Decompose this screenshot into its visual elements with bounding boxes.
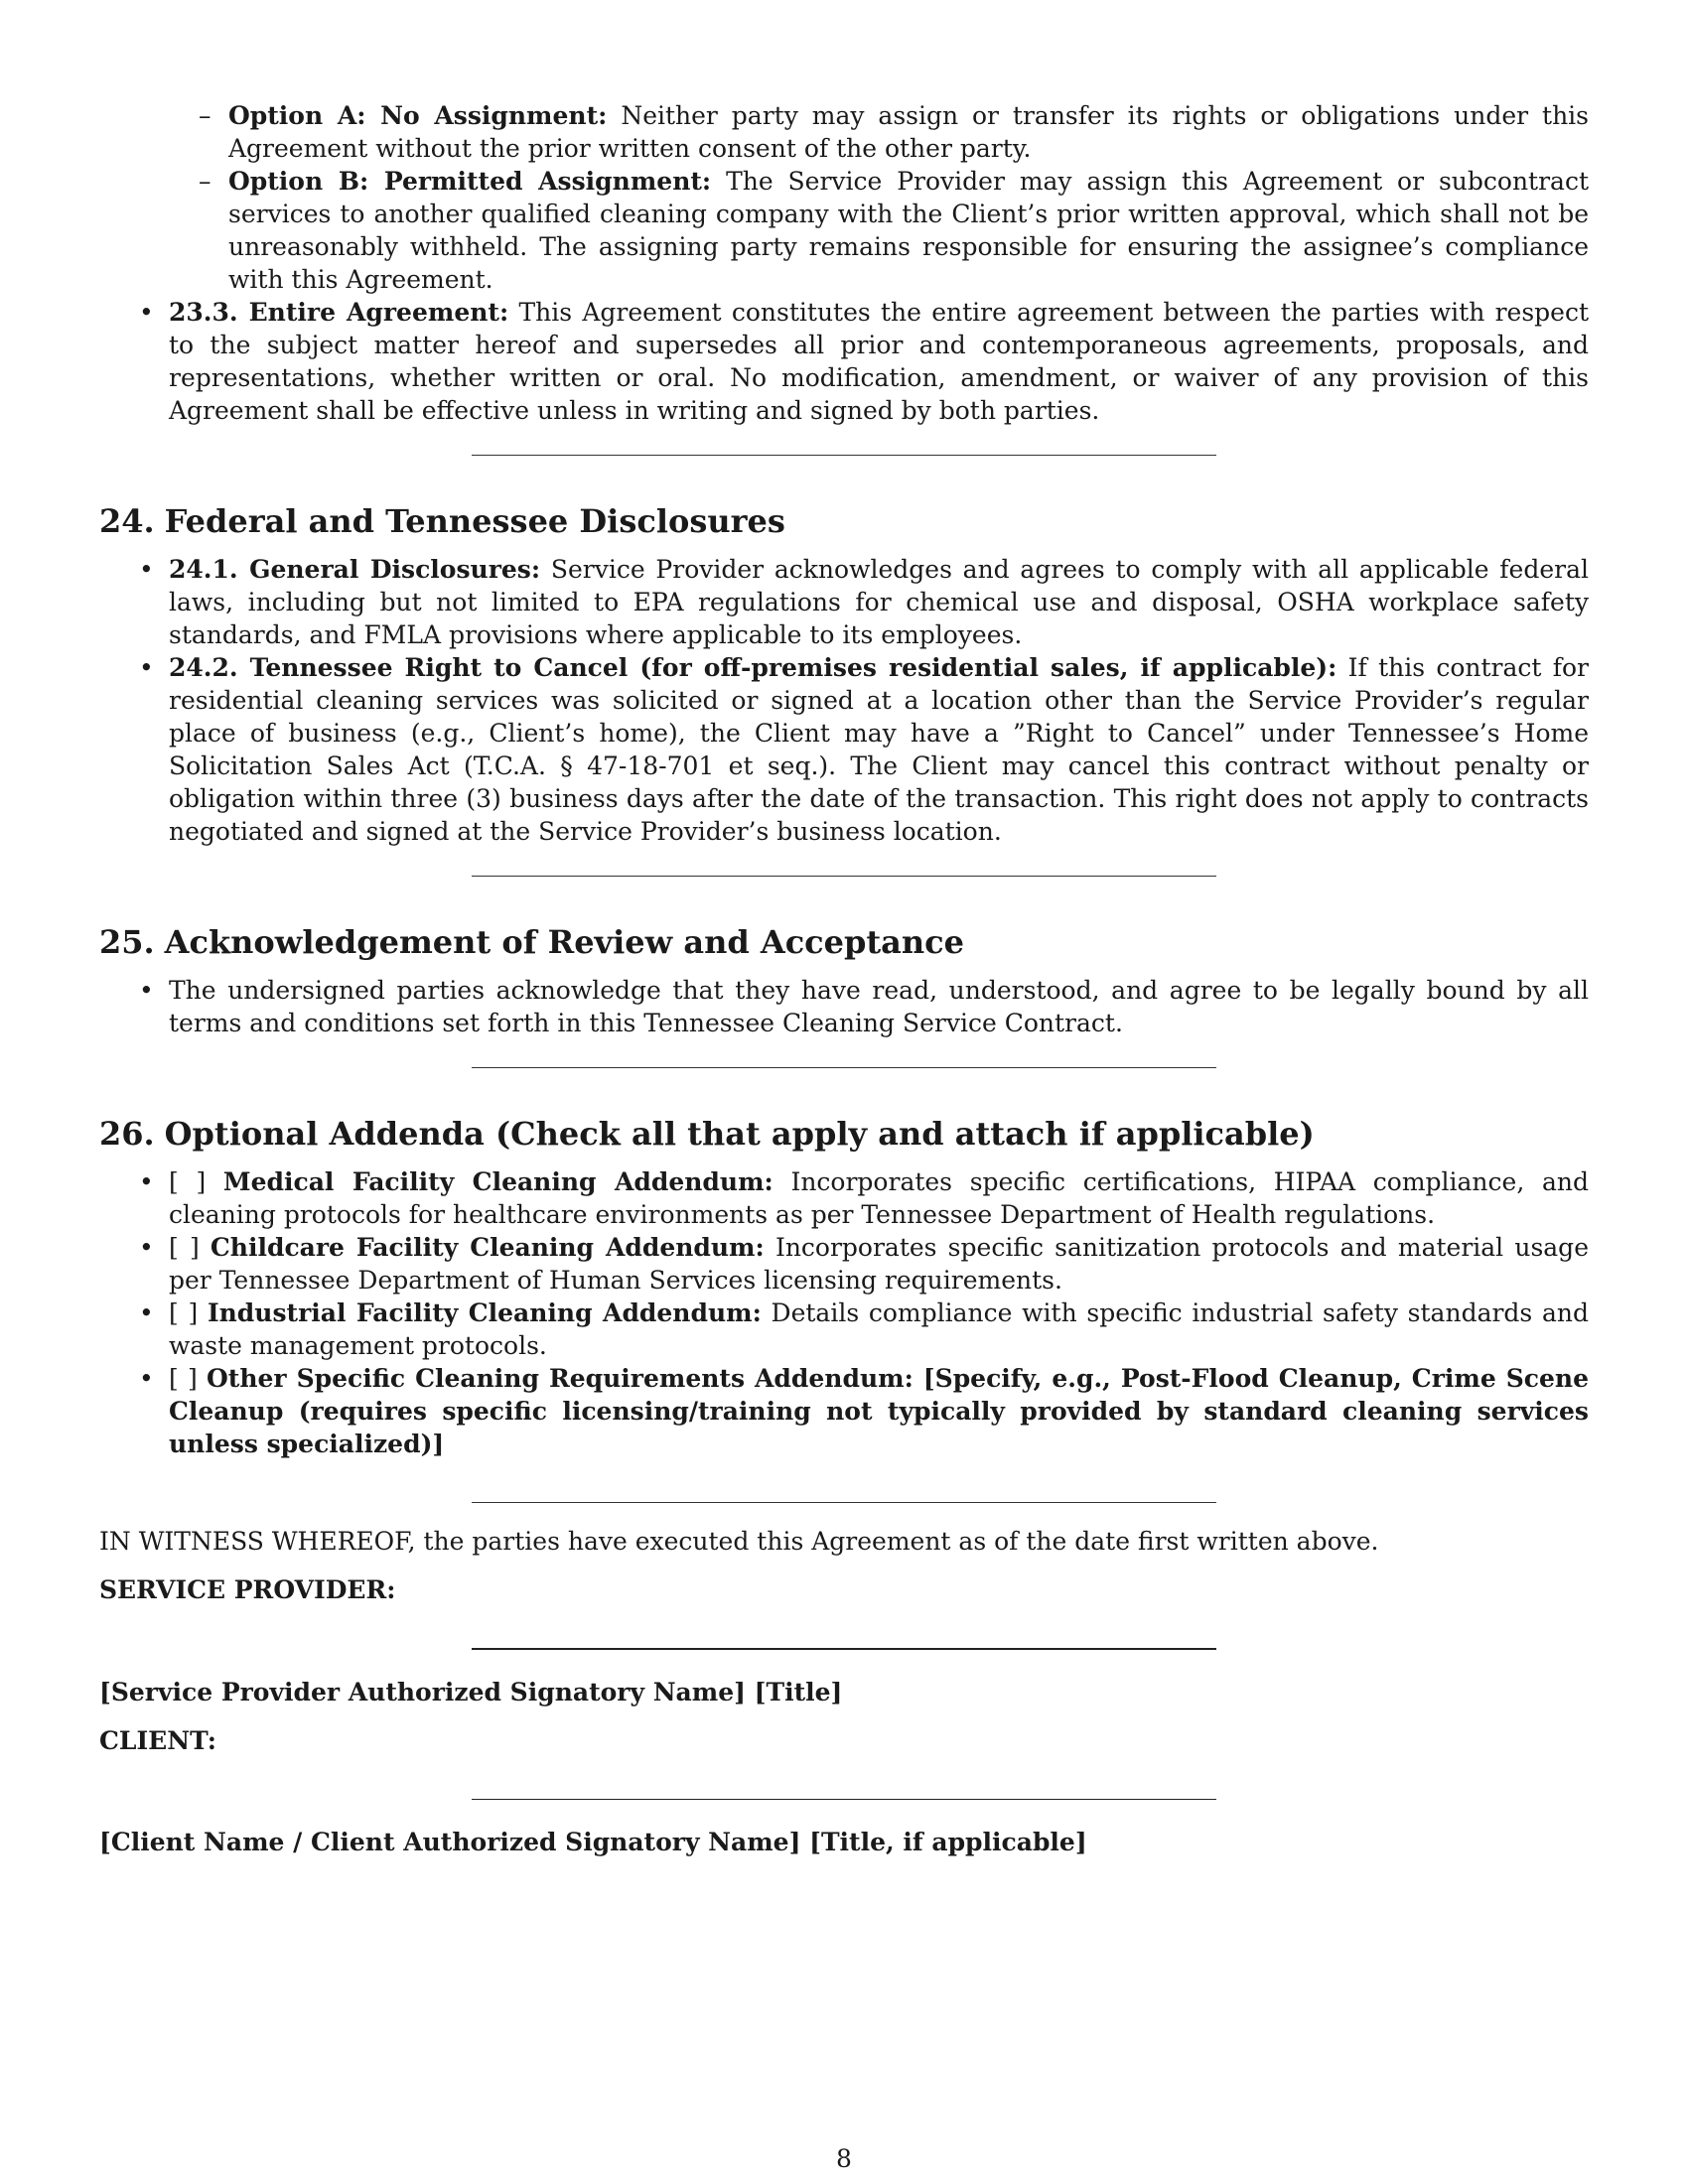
service-provider-signature-line[interactable] <box>472 1648 1216 1650</box>
list-item <box>169 553 1589 651</box>
list-item <box>169 1165 1589 1231</box>
clause-24-2-label: 24.2. Tennessee Right to Cancel (for off-premises residential sales, if applicable): <box>169 653 1337 682</box>
section-25-title: Acknowledgement of Review and Acceptance <box>164 923 965 961</box>
addendum-medical-label: Medical Facility Cleaning Addendum: <box>222 1167 774 1196</box>
addendum-childcare-label: Childcare Facility Cleaning Addendum: <box>210 1233 765 1262</box>
service-provider-name: [Service Provider Authorized Signatory Name] [Title] <box>99 1678 843 1706</box>
client-signature-line[interactable] <box>472 1799 1216 1800</box>
list-item <box>228 165 1589 296</box>
addendum-childcare-text: Incorporates specific sanitization protocols and material usage per Tennessee Department of Human Services licensing requirements. <box>169 1233 1589 1295</box>
section-26-heading <box>99 1114 1589 1154</box>
checkbox-childcare[interactable]: [ ] <box>169 1233 200 1262</box>
option-a-label: Option A: No Assignment: <box>228 101 608 130</box>
list-item <box>169 651 1589 848</box>
option-b-text: The Service Provider may assign this Agreement or subcontract services to another qualified cleaning company with the Client’s prior written approval, which shall not be unreasonably withheld. The assigning party remains responsible for ensuring the assignee’s compliance with this Agreement. <box>228 167 1589 294</box>
list-item <box>228 99 1589 165</box>
clause-23-3-text: This Agreement constitutes the entire agreement between the parties with respect to the subject matter hereof and supersedes all prior and contemporaneous agreements, proposals, and representations, whether written or oral. No modification, amendment, or waiver of any provision of this Agreement shall be effective unless in writing and signed by both parties. <box>169 298 1589 425</box>
list-item <box>169 296 1589 427</box>
clause-24-2-text: If this contract for residential cleaning services was solicited or signed at a location other than the Service Provider’s regular place of business (e.g., Client’s home), the Client may have a ”Right to Cancel” under Tennessee’s Home Solicitation Sales Act (T.C.A. § 47-18-701 et seq.). The Client may cancel this contract without penalty or obligation within three (3) business days after the date of the transaction. This right does not apply to contracts negotiated and signed at the Service Provider’s business location. <box>169 653 1589 846</box>
clause-24-1-label: 24.1. General Disclosures: <box>169 555 541 584</box>
section-24-list <box>99 553 1589 848</box>
list-item <box>169 1362 1589 1460</box>
list-item <box>169 1297 1589 1362</box>
clause-23-3-label: 23.3. Entire Agreement: <box>169 298 509 327</box>
clause-23-list <box>99 296 1589 427</box>
divider <box>472 876 1216 877</box>
client-heading: CLIENT: <box>99 1726 217 1755</box>
option-b-label: Option B: Permitted Assignment: <box>228 167 712 196</box>
section-25-number: 25. <box>99 923 155 961</box>
list-item: • The undersigned parties acknowledge that they have read, understood, and agree to be legally bound by all terms and conditions set forth in this Tennessee Cleaning Service Contract. <box>169 974 1589 1039</box>
section-26-title: Optional Addenda (Check all that apply and attach if applicable) <box>164 1115 1315 1153</box>
clause-24-1-text: Service Provider acknowledges and agrees to comply with all applicable federal laws, including but not limited to EPA regulations for chemical use and disposal, OSHA workplace safety standards, and FMLA provisions where applicable to its employees. <box>169 555 1589 649</box>
list-item <box>169 1231 1589 1297</box>
addendum-industrial-text: Details compliance with specific industrial safety standards and waste management protocols. <box>169 1298 1589 1360</box>
section-24-heading <box>99 501 1589 541</box>
checkbox-industrial[interactable]: [ ] <box>169 1298 199 1327</box>
addendum-industrial-label: Industrial Facility Cleaning Addendum: <box>207 1298 762 1327</box>
witness-statement: IN WITNESS WHEREOF, the parties have executed this Agreement as of the date first written above. <box>99 1527 1379 1556</box>
addendum-other-label: Other Specific Cleaning Requirements Addendum: [Specify, e.g., Post-Flood Cleanup, Crime Scene Cleanup (requires specific licensing/training not typically provided by standard cleaning services unless specialized)] <box>169 1364 1589 1458</box>
addendum-medical-text: Incorporates specific certifications, HIPAA compliance, and cleaning protocols for healthcare environments as per Tennessee Department of Health regulations. <box>169 1167 1589 1229</box>
service-provider-heading: SERVICE PROVIDER: <box>99 1575 396 1604</box>
section-26-list <box>99 1165 1589 1460</box>
divider <box>472 1502 1216 1503</box>
checkbox-other[interactable]: [ ] <box>169 1364 198 1393</box>
option-a-text: Neither party may assign or transfer its rights or obligations under this Agreement without the prior written consent of the other party. <box>228 101 1590 163</box>
document-page <box>99 99 1589 1858</box>
divider <box>472 455 1216 456</box>
section-26-number: 26. <box>99 1115 155 1153</box>
client-name: [Client Name / Client Authorized Signatory Name] [Title, if applicable] <box>99 1828 1087 1856</box>
section-25-heading <box>99 922 1589 962</box>
section-25-list <box>99 974 1589 1039</box>
section-24-title: Federal and Tennessee Disclosures <box>164 502 785 540</box>
page-number: 8 <box>836 2144 852 2173</box>
divider <box>472 1067 1216 1068</box>
checkbox-medical[interactable]: [ ] <box>169 1167 207 1196</box>
assignment-options-list <box>99 99 1589 296</box>
section-24-number: 24. <box>99 502 155 540</box>
